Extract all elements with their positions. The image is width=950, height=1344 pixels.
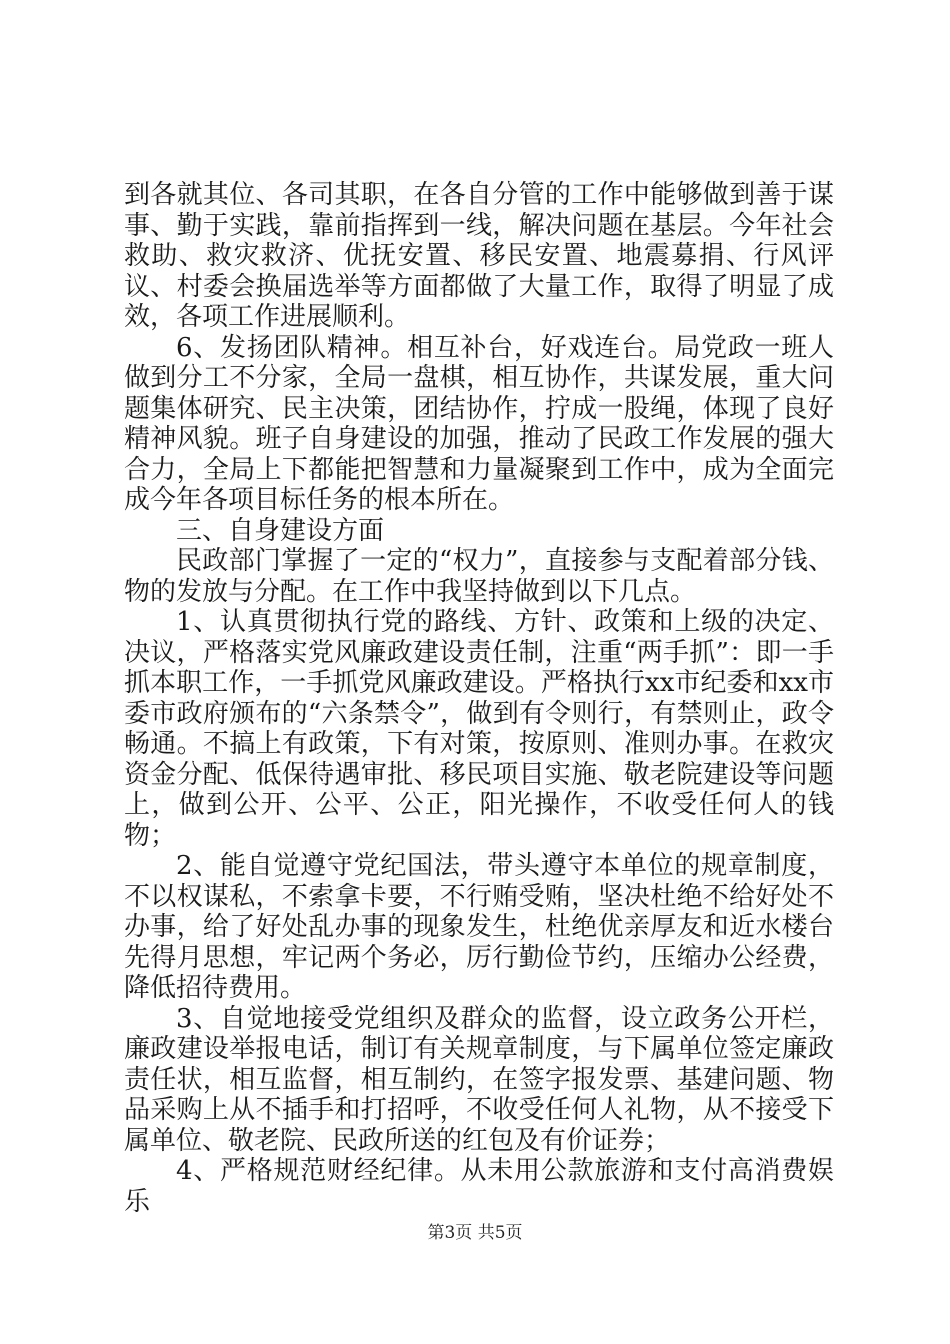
section-heading: 三、自身建设方面 xyxy=(176,515,385,546)
paragraph-item-1: 1、认真贯彻执行党的路线、方针、政策和上级的决定、决议，严格落实党风廉政建设责任制，注重“两手抓”：即一手抓本职工作，一手抓党风廉政建设。严格执行xx市纪委和xx市委市政府颁布的“六条禁令”，做到有令则行，有禁则止，政令畅通。不搞上有政策，下有对策，按原则、准则办事。在救灾资金分配、低保待遇审批、移民项目实施、敬老院建设等问题上，做到公开、公平、公正，阳光操作，不收受任何人的钱物； xyxy=(124,607,834,851)
paragraph-item-4: 4、严格规范财经纪律。从未用公款旅游和支付高消费娱乐 xyxy=(124,1156,834,1217)
document-body xyxy=(124,180,834,1217)
paragraph-item-6: 6、发扬团队精神。相互补台，好戏连台。局党政一班人做到分工不分家，全局一盘棋，相互协作，共谋发展，重大问题集体研究、民主决策，团结协作，拧成一股绳，体现了良好精神风貌。班子自身建设的加强，推动了民政工作发展的强大合力，全局上下都能把智慧和力量凝聚到工作中，成为全面完成今年各项目标任务的根本所在。 xyxy=(124,332,834,515)
paragraph-item-3: 3、自觉地接受党组织及群众的监督，设立政务公开栏，廉政建设举报电话，制订有关规章制度，与下属单位签定廉政责任状，相互监督，相互制约，在签字报发票、基建问题、物品采购上从不插手和打招呼，不收受任何人礼物，从不接受下属单位、敬老院、民政所送的红包及有价证券； xyxy=(124,1003,834,1156)
paragraph-item-2: 2、能自觉遵守党纪国法，带头遵守本单位的规章制度，不以权谋私，不索拿卡要，不行贿受贿，坚决杜绝不给好处不办事，给了好处乱办事的现象发生，杜绝优亲厚友和近水楼台先得月思想，牢记两个务必，厉行勤俭节约，压缩办公经费，降低招待费用。 xyxy=(124,851,834,1003)
paragraph-continuation: 到各就其位、各司其职，在各自分管的工作中能够做到善于谋事、勤于实践，靠前指挥到一线，解决问题在基层。今年社会救助、救灾救济、优抚安置、移民安置、地震募捐、行风评议、村委会换届选举等方面都做了大量工作，取得了明显了成效，各项工作进展顺利。 xyxy=(124,180,834,332)
paragraph-intro: 民政部门掌握了一定的“权力”，直接参与支配着部分钱、物的发放与分配。在工作中我坚持做到以下几点。 xyxy=(124,546,834,607)
page-footer: 第3页 共5页 xyxy=(427,1223,523,1243)
